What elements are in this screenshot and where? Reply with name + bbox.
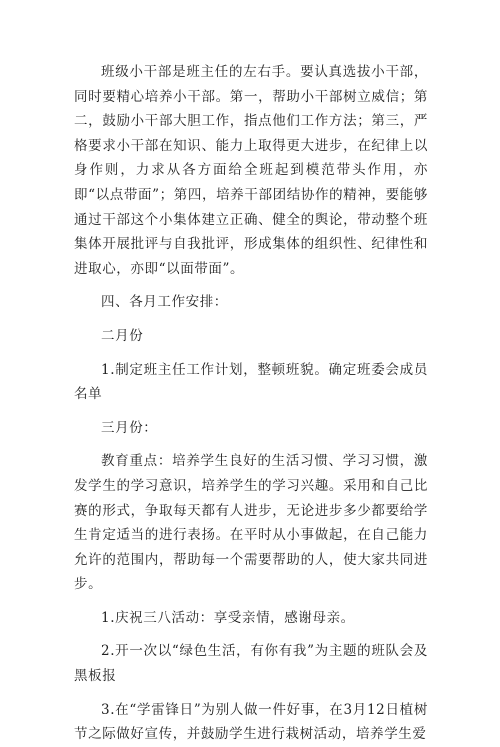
paragraph-education-focus: 教育重点：培养学生良好的生活习惯、学习习惯，激发学生的学习意识，培养学生的学习兴趣。采用和自己比赛的形式，争取每天都有人进步，无论进步多少都要给学生肯定适当的进行表扬。在平时从小事做起，在自己能力允许的范围内，帮助每一个需要帮助的人，使大家共同进步。: [74, 453, 428, 593]
list-item-february-1: 1.制定班主任工作计划，整顿班貌。确定班委会成员名单: [74, 361, 428, 403]
paragraph-cadre-training: 班级小干部是班主任的左右手。要认真选拔小干部，同时要精心培养小干部。第一，帮助小干部树立威信；第二，鼓励小干部大胆工作，指点他们工作方法；第三，严格要求小干部在知识、能力上取得更大进步，在纪律上以身作则，力求从各方面给全班起到模范带头作用，亦即“以点带面”；第四，培养干部团结协作的精神，要能够通过干部这个小集体建立正确、健全的舆论，带动整个班集体开展批评与自我批评，形成集体的组织性、纪律性和进取心，亦即“以面带面”。: [74, 64, 428, 277]
month-heading-february: 二月份: [101, 327, 144, 344]
list-item-march-1: 1.庆祝三八活动：享受亲情，感谢母亲。: [101, 609, 355, 626]
list-item-march-2: 2.开一次以“绿色生活，有你有我”为主题的班队会及黑板报: [74, 643, 428, 685]
list-item-march-3: 3.在“学雷锋日”为别人做一件好事，在3月12日植树节之际做好宣传，并鼓励学生进行栽树活动，培养学生爱: [74, 701, 428, 743]
section-heading-monthly-plan: 四、各月工作安排：: [101, 294, 228, 311]
month-heading-march: 三月份：: [101, 419, 158, 436]
document-body: [74, 60, 428, 747]
